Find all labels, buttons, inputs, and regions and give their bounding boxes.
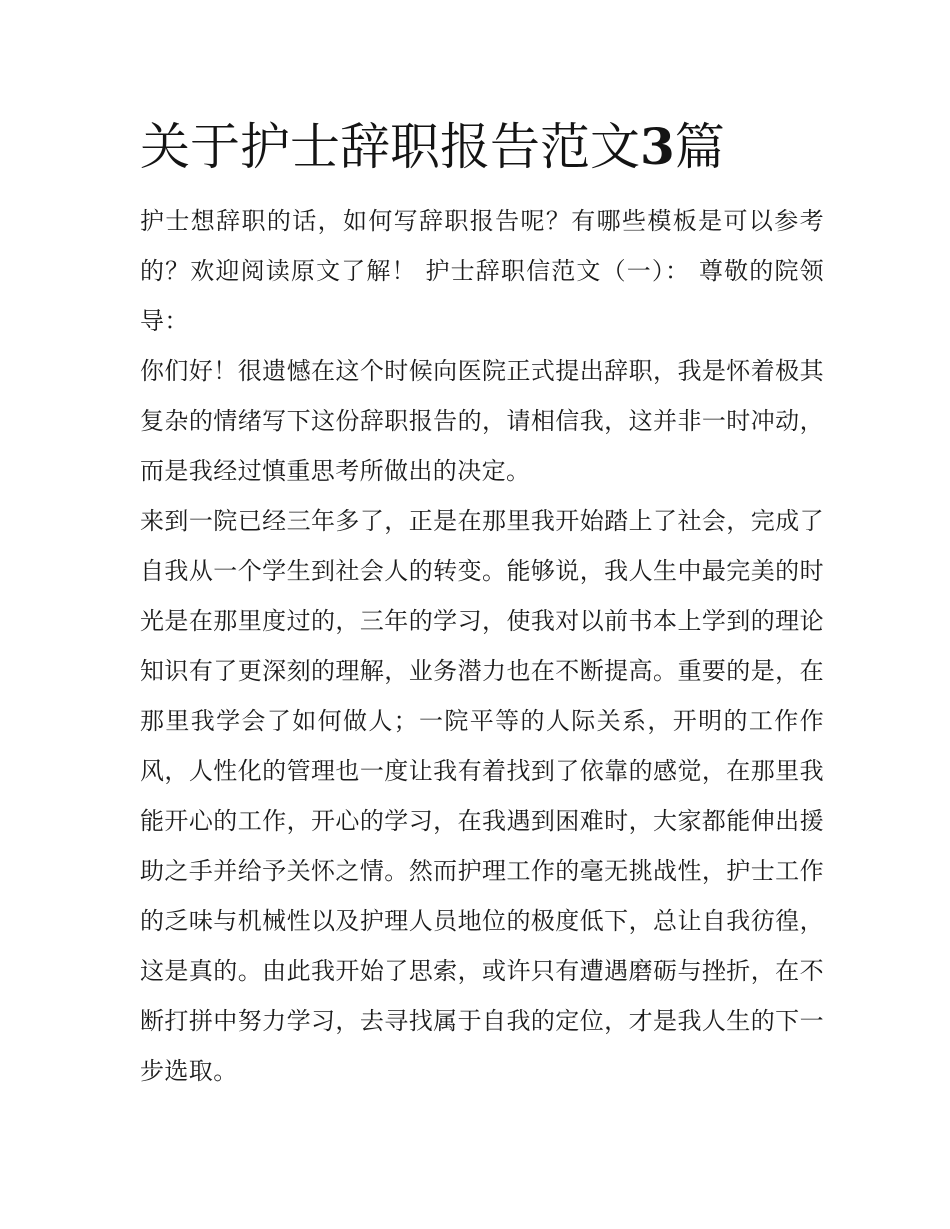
document-body [140,196,824,1096]
paragraph-main: 来到一院已经三年多了，正是在那里我开始踏上了社会，完成了自我从一个学生到社会人的转变。能够说，我人生中最完美的时光是在那里度过的，三年的学习，使我对以前书本上学到的理论知识有了更深刻的理解，业务潜力也在不断提高。重要的是，在那里我学会了如何做人；一院平等的人际关系，开明的工作作风，人性化的管理也一度让我有着找到了依靠的感觉，在那里我能开心的工作，开心的学习，在我遇到困难时，大家都能伸出援助之手并给予关怀之情。然而护理工作的毫无挑战性，护士工作的乏味与机械性以及护理人员地位的极度低下，总让自我彷徨，这是真的。由此我开始了思索，或许只有遭遇磨砺与挫折，在不断打拼中努力学习，去寻找属于自我的定位，才是我人生的下一步选取。 [140,507,824,1085]
document-title [140,112,840,182]
paragraph-greeting: 你们好！很遗憾在这个时候向医院正式提出辞职，我是怀着极其复杂的情绪写下这份辞职报告的，请相信我，这并非一时冲动，而是我经过慎重思考所做出的决定。 [140,357,824,485]
title-suffix: 篇 [674,118,725,176]
paragraph-intro: 护士想辞职的话，如何写辞职报告呢？有哪些模板是可以参考的？欢迎阅读原文了解！ 护士辞职信范文（一）： 尊敬的院领导： [140,207,824,335]
title-prefix: 关于护士辞职报告范文 [140,118,640,176]
title-number: 3 [640,117,675,176]
